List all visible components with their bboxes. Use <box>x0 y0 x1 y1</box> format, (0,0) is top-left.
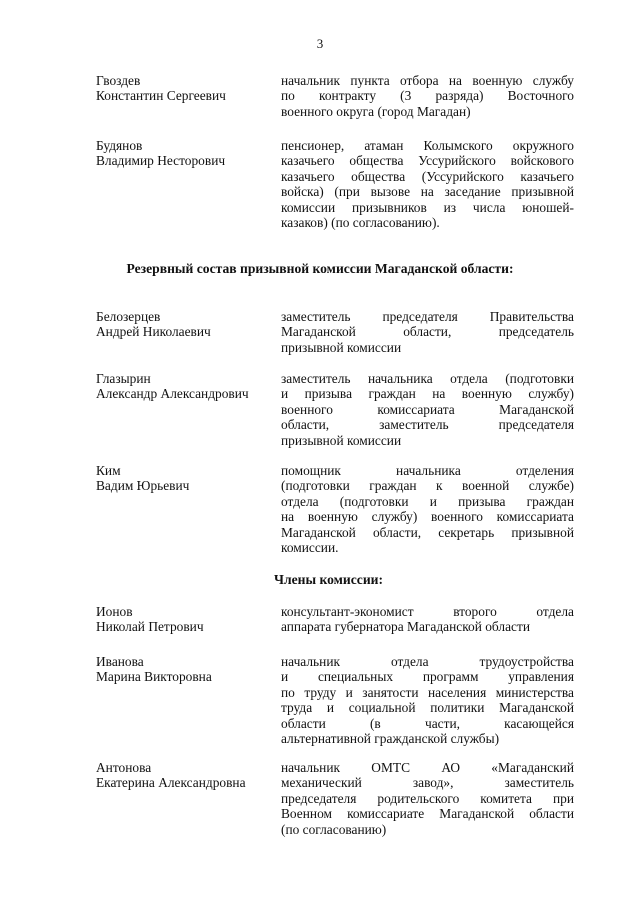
position-line: механический завод», заместитель <box>281 775 574 791</box>
person-name <box>96 604 278 635</box>
position-line: заместитель начальника отдела (подготовки <box>281 371 574 386</box>
position-line: аппарата губернатора Магаданской области <box>281 619 530 635</box>
position-line: по контракту (3 разряда) Восточного <box>281 88 574 104</box>
surname: Будянов <box>96 138 143 153</box>
position-line: по труду и занятости населения министерства <box>281 684 574 700</box>
position-line: Магаданской области, председатель <box>281 324 574 340</box>
position-line: помощник начальника отделения <box>281 463 574 478</box>
surname: Белозерцев <box>96 309 161 324</box>
position-line: (подготовки граждан к военной службе) <box>281 478 574 494</box>
position-line: казачьего общества (Уссурийского казачьего <box>281 168 574 184</box>
given-name: Вадим Юрьевич <box>96 478 190 494</box>
surname: Глазырин <box>96 371 151 386</box>
position-line: казачьего общества Уссурийского войскового <box>281 153 574 169</box>
position-line: заместитель председателя Правительства <box>281 309 574 324</box>
given-name: Марина Викторовна <box>96 669 212 685</box>
person-position <box>281 463 574 555</box>
person-name <box>96 760 278 791</box>
position-line: войска) (при вызове на заседание призывной <box>281 184 574 200</box>
position-line: Магаданской области, секретарь призывной <box>281 524 574 540</box>
position-line: начальник ОМТС АО «Магаданский <box>281 760 574 775</box>
given-name: Андрей Николаевич <box>96 324 211 340</box>
person-position <box>281 138 574 230</box>
given-name: Николай Петрович <box>96 619 204 635</box>
position-line: пенсионер, атаман Колымского окружного <box>281 138 574 153</box>
person-position <box>281 760 574 837</box>
surname: Иванова <box>96 654 144 669</box>
position-line: начальник отдела трудоустройства <box>281 654 574 669</box>
surname: Антонова <box>96 760 152 775</box>
position-line: области (в части, касающейся <box>281 715 574 731</box>
person-name <box>96 73 278 104</box>
person-position <box>281 371 574 448</box>
position-line: области, заместитель председателя <box>281 417 574 433</box>
page-number: 3 <box>316 36 324 51</box>
position-line: председателя родительского комитета при <box>281 790 574 806</box>
position-line: призывной комиссии <box>281 339 402 355</box>
given-name: Екатерина Александровна <box>96 775 246 791</box>
position-line: консультант-экономист второго отдела <box>281 604 574 619</box>
members-section-title: Члены комиссии: <box>274 572 384 587</box>
person-position <box>281 604 574 635</box>
surname: Ионов <box>96 604 133 619</box>
position-line: альтернативной гражданской службы) <box>281 730 500 746</box>
person-name <box>96 371 278 402</box>
person-position <box>281 654 574 746</box>
person-position <box>281 309 574 355</box>
person-position <box>281 73 574 119</box>
position-line: комиссии. <box>281 539 339 555</box>
position-line: и призыва граждан на военную службу) <box>281 386 574 402</box>
position-line: военного округа (город Магадан) <box>281 103 471 119</box>
position-line: на военную службу) военного комиссариата <box>281 509 574 525</box>
position-line: комиссии призывников из числа юношей- <box>281 199 574 215</box>
position-line: Военном комиссариате Магаданской области <box>281 806 574 822</box>
given-name: Константин Сергеевич <box>96 88 226 104</box>
person-name <box>96 654 278 685</box>
person-name <box>96 463 278 494</box>
position-line: и специальных программ управления <box>281 669 574 685</box>
position-line: казаков) (по согласованию). <box>281 214 440 230</box>
surname: Гвоздев <box>96 73 141 88</box>
reserve-section-title: Резервный состав призывной комиссии Магаданской области: <box>126 261 514 276</box>
person-name <box>96 138 278 169</box>
given-name: Владимир Несторович <box>96 153 226 169</box>
surname: Ким <box>96 463 121 478</box>
position-line: труда и социальной политики Магаданской <box>281 700 574 716</box>
position-line: призывной комиссии <box>281 432 402 448</box>
given-name: Александр Александрович <box>96 386 249 402</box>
position-line: военного комиссариата Магаданской <box>281 401 574 417</box>
position-line: начальник пункта отбора на военную службу <box>281 73 574 88</box>
person-name <box>96 309 278 340</box>
position-line: (по согласованию) <box>281 821 387 837</box>
position-line: отдела (подготовки и призыва граждан <box>281 493 574 509</box>
